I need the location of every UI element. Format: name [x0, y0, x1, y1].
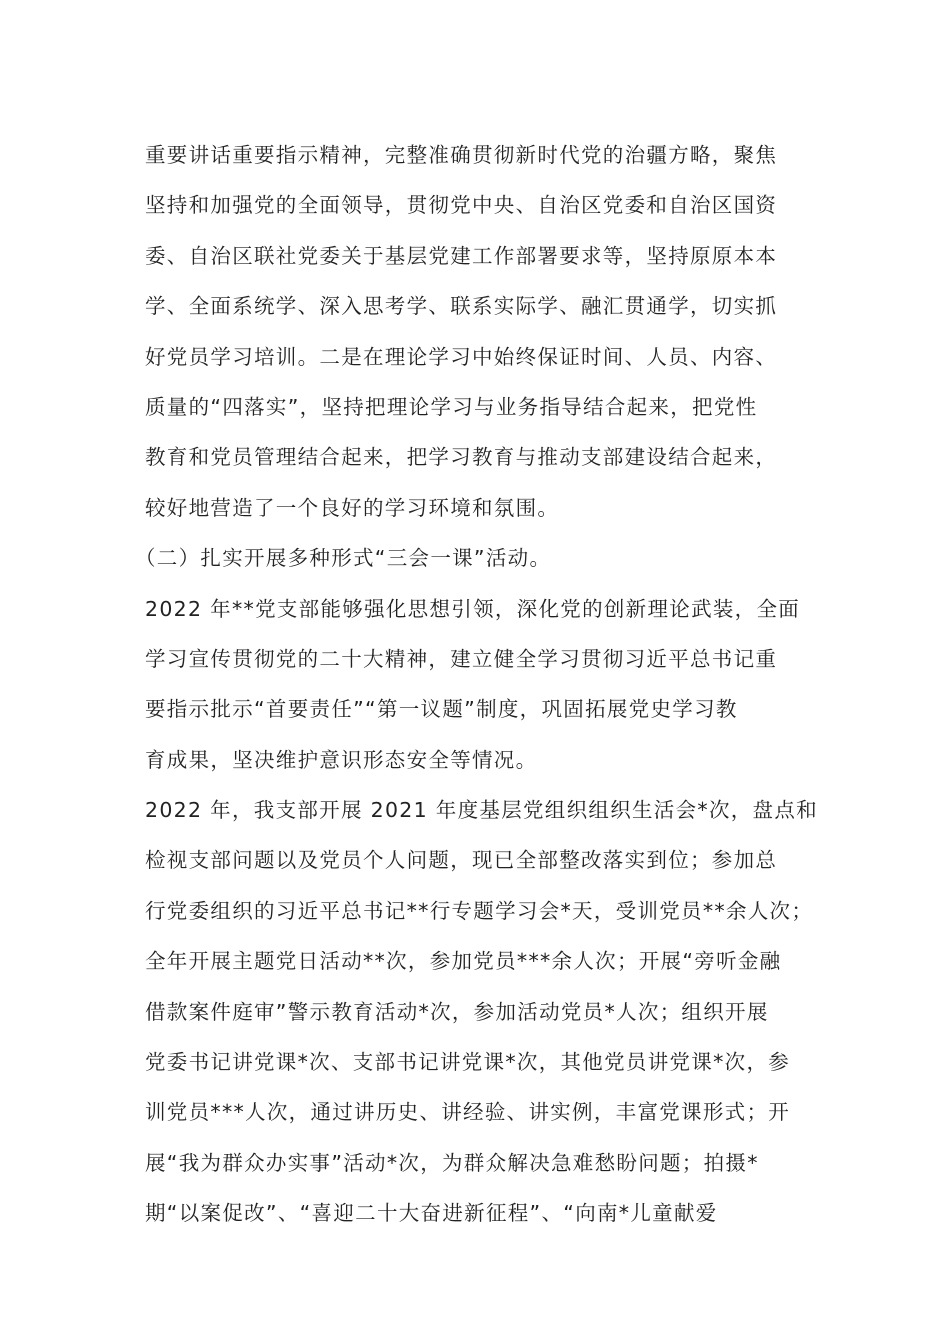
text-line: 检视支部问题以及党员个人问题，现已全部整改落实到位；参加总 — [145, 848, 778, 873]
paragraph-party-study — [145, 130, 810, 533]
text-line: 育成果，坚决维护意识形态安全等情况。 — [145, 747, 538, 772]
text-line: 重要讲话重要指示精神，完整准确贯彻新时代党的治疆方略，聚焦 — [145, 143, 778, 167]
text-line: 全年开展主题党日活动**次，参加党员***余人次；开展“旁听金融 — [145, 949, 782, 974]
text-line: 展“我为群众办实事”活动*次，为群众解决急难愁盼问题；拍摄* — [145, 1150, 759, 1175]
text-line: 行党委组织的习近平总书记**行专题学习会*天，受训党员**余人次； — [145, 898, 814, 923]
text-line: 委、自治区联社党委关于基层党建工作部署要求等，坚持原原本本 — [145, 243, 778, 268]
text-line: 训党员***人次，通过讲历史、讲经验、讲实例，丰富党课形式；开 — [145, 1100, 791, 1125]
document-body — [135, 130, 818, 1239]
text-line: 学、全面系统学、深入思考学、联系实际学、融汇贯通学，切实抓 — [145, 294, 778, 319]
text-line: 借款案件庭审”警示教育活动*次，参加活动党员*人次；组织开展 — [145, 999, 769, 1024]
paragraph-thought-guidance — [145, 584, 810, 786]
text-line: 质量的“四落实”，坚持把理论学习与业务指导结合起来，把党性 — [145, 394, 758, 419]
text-line: 坚持和加强党的全面领导，贯彻党中央、自治区党委和自治区国资 — [145, 193, 778, 218]
paragraph-branch-activities — [145, 785, 818, 1239]
text-line: 期“以案促改”、“喜迎二十大奋进新征程”、“向南*儿童献爱 — [145, 1201, 718, 1226]
text-line: 要指示批示“首要责任”“第一议题”制度，巩固拓展党史学习教 — [145, 697, 738, 722]
text-line: 较好地营造了一个良好的学习环境和氛围。 — [145, 495, 560, 520]
text-line: 学习宣传贯彻党的二十大精神，建立健全学习贯彻习近平总书记重 — [145, 646, 778, 671]
text-line: 2022 年，我支部开展 2021 年度基层党组织组织生活会*次，盘点和 — [145, 798, 818, 823]
text-line: 好党员学习培训。二是在理论学习中始终保证时间、人员、内容、 — [145, 344, 778, 369]
section-heading: （二）扎实开展多种形式“三会一课”活动。 — [135, 546, 552, 571]
text-line: 教育和党员管理结合起来，把学习教育与推动支部建设结合起来， — [145, 445, 778, 470]
text-line: 党委书记讲党课*次、支部书记讲党课*次，其他党员讲党课*次，参 — [145, 1050, 791, 1075]
text-line: 2022 年**党支部能够强化思想引领，深化党的创新理论武装，全面 — [145, 596, 801, 621]
